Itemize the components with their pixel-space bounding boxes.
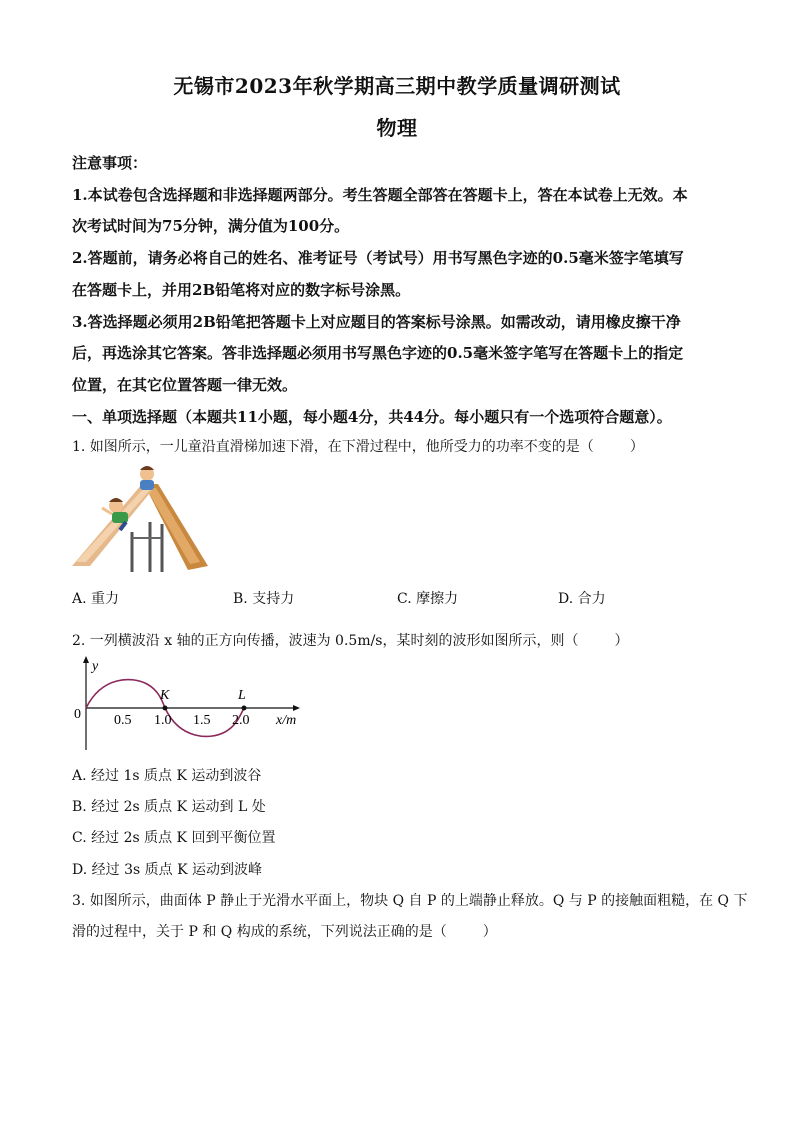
note-line: 2.答题前，请务必将自己的姓名、准考证号（考试号）用书写黑色字迹的0.5毫米签字笔填写 (72, 249, 684, 267)
option-d[interactable]: D. 合力 (558, 591, 606, 607)
question-2-paren-close: ） (614, 633, 629, 649)
tick-label: 2.0 (232, 713, 250, 728)
question-2-text: 2. 一列横波沿 x 轴的正方向传播，波速为 0.5m/s，某时刻的波形如图所示，则（ (72, 633, 579, 649)
note-line: 1.本试卷包含选择题和非选择题两部分。考生答题全部答在答题卡上，答在本试卷上无效。本 (72, 186, 688, 204)
question-3-text: 滑的过程中，关于 P 和 Q 构成的系统，下列说法正确的是（ (72, 924, 447, 940)
point-l (242, 706, 247, 711)
x-label: x/m (276, 713, 297, 728)
exam-title: 无锡市2023年秋学期高三期中教学质量调研测试 (173, 74, 621, 98)
question-1-text: 1. 如图所示，一儿童沿直滑梯加速下滑，在下滑过程中，他所受力的功率不变的是（ (72, 439, 594, 455)
x-axis-arrow (293, 705, 300, 711)
option-b[interactable]: B. 经过 2s 质点 K 运动到 L 处 (72, 799, 266, 815)
tick-label: 1.0 (154, 713, 172, 728)
y-label: y (92, 659, 99, 674)
option-a[interactable]: A. 重力 (72, 591, 120, 607)
slide-illustration (72, 462, 212, 574)
question-3-stem-2 (72, 921, 732, 941)
option-c[interactable]: C. 摩擦力 (397, 591, 459, 607)
subject-title: 物理 (376, 116, 418, 140)
point-k-label: K (160, 688, 170, 703)
point-l-label: L (238, 688, 246, 703)
question-3-text: 3. 如图所示，曲面体 P 静止于光滑水平面上，物块 Q 自 P 的上端静止释放。Q 与 P 的接触面粗糙，在 Q 下 (72, 893, 748, 909)
question-1-options (72, 588, 672, 608)
question-3-paren-close: ） (482, 924, 497, 940)
option-b[interactable]: B. 支持力 (233, 591, 295, 607)
tick-label: 0.5 (114, 713, 132, 728)
note-line: 后，再选涂其它答案。答非选择题必须用书写黑色字迹的0.5毫米签字笔写在答题卡上的指定 (72, 344, 684, 362)
wave-graph (70, 654, 310, 754)
point-k (163, 706, 168, 711)
option-a[interactable]: A. 经过 1s 质点 K 运动到波谷 (72, 768, 262, 784)
question-2-stem (72, 630, 732, 650)
question-1-stem (72, 436, 732, 456)
note-line: 3.答选择题必须用2B铅笔把答题卡上对应题目的答案标号涂黑。如需改动，请用橡皮擦干净 (72, 313, 681, 331)
option-c[interactable]: C. 经过 2s 质点 K 回到平衡位置 (72, 830, 276, 846)
note-line: 位置，在其它位置答题一律无效。 (72, 376, 298, 394)
question-1-paren-close: ） (629, 439, 644, 455)
tick-label: 1.5 (193, 713, 211, 728)
note-line: 次考试时间为75分钟，满分值为100分。 (72, 217, 350, 235)
origin-label: 0 (74, 707, 81, 722)
section-heading: 一、单项选择题（本题共11小题，每小题4分，共44分。每小题只有一个选项符合题意）。 (72, 408, 672, 426)
notes-heading: 注意事项： (72, 154, 148, 172)
option-d[interactable]: D. 经过 3s 质点 K 运动到波峰 (72, 862, 262, 878)
y-axis-arrow (83, 656, 89, 663)
note-line: 在答题卡上，并用2B铅笔将对应的数字标号涂黑。 (72, 281, 411, 299)
